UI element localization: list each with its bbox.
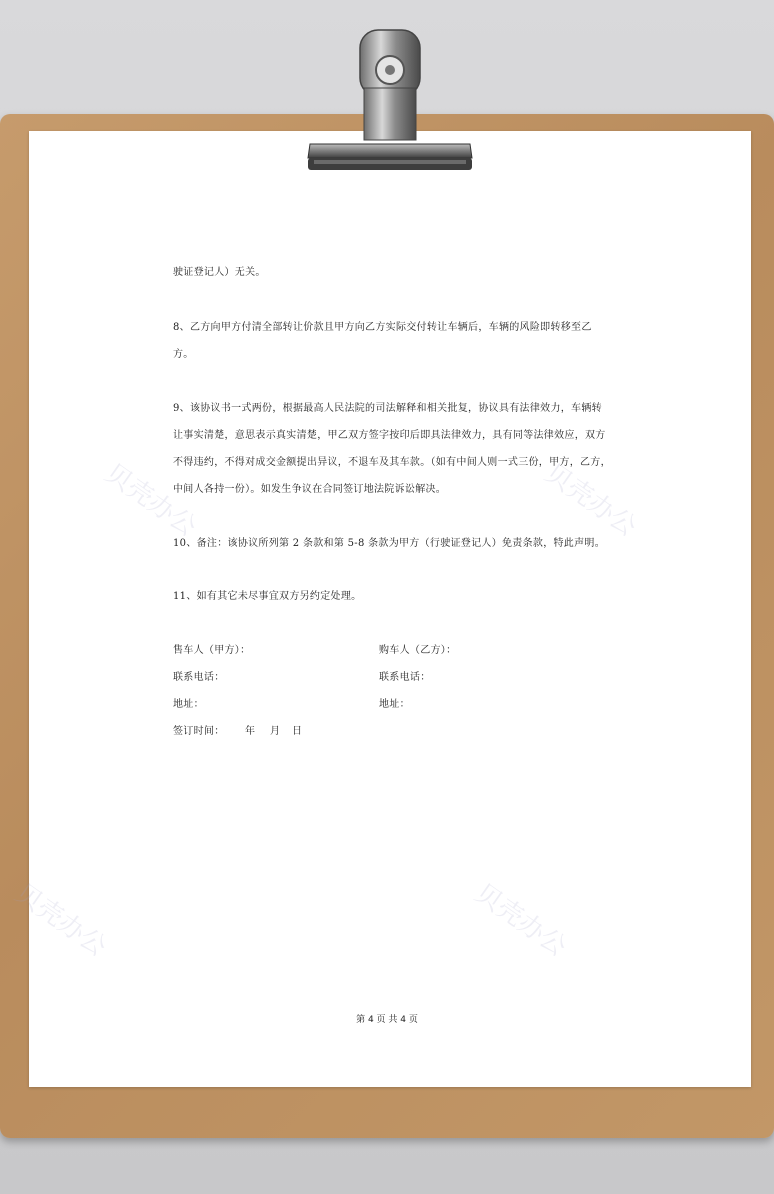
watermark: 贝壳办公 <box>469 878 572 963</box>
clause-9-line-2: 让事实清楚，意思表示真实清楚，甲乙双方签字按印后即具法律效力，具有同等法律效应，双方 <box>173 430 606 441</box>
clause-9-line-4: 中间人各持一份）。如发生争议在合同签订地法院诉讼解决。 <box>173 484 447 495</box>
buyer-address-label: 地址： <box>379 699 410 710</box>
clause-10: 10、备注：该协议所列第 2 条款和第 5-8 条款为甲方（行驶证登记人）免责条款，特此声明。 <box>173 538 606 549</box>
binder-clip-icon <box>300 26 480 176</box>
date-day-label: 日 <box>292 726 303 737</box>
clause-9-line-3: 不得违约，不得对成交金额提出异议，不退车及其车款。（如有中间人则一式三份，甲方，乙方， <box>173 457 611 468</box>
seller-phone-label: 联系电话： <box>173 672 225 683</box>
seller-label: 售车人（甲方）： <box>173 645 251 656</box>
seller-address-label: 地址： <box>173 699 204 710</box>
document-page <box>29 131 751 1087</box>
sign-date-label: 签订时间： <box>173 726 225 737</box>
clause-8-line-1: 8、乙方向甲方付清全部转让价款且甲方向乙方实际交付转让车辆后，车辆的风险即转移至乙 <box>173 322 592 333</box>
clause-11: 11、如有其它未尽事宜双方另约定处理。 <box>173 591 362 602</box>
date-year-label: 年 <box>245 726 256 737</box>
clause-8-line-2: 方。 <box>173 349 194 360</box>
clause-7-continuation: 驶证登记人）无关。 <box>173 267 266 278</box>
date-month-label: 月 <box>270 726 281 737</box>
buyer-phone-label: 联系电话： <box>379 672 431 683</box>
watermark: 贝壳办公 <box>9 878 112 963</box>
page-footer: 第 4 页 共 4 页 <box>356 1015 418 1025</box>
buyer-label: 购车人（乙方）： <box>379 645 457 656</box>
watermark: 贝壳办公 <box>539 458 642 543</box>
watermark: 贝壳办公 <box>99 458 202 543</box>
clause-9-line-1: 9、该协议书一式两份，根据最高人民法院的司法解释和相关批复，协议具有法律效力，车辆转 <box>173 403 602 414</box>
